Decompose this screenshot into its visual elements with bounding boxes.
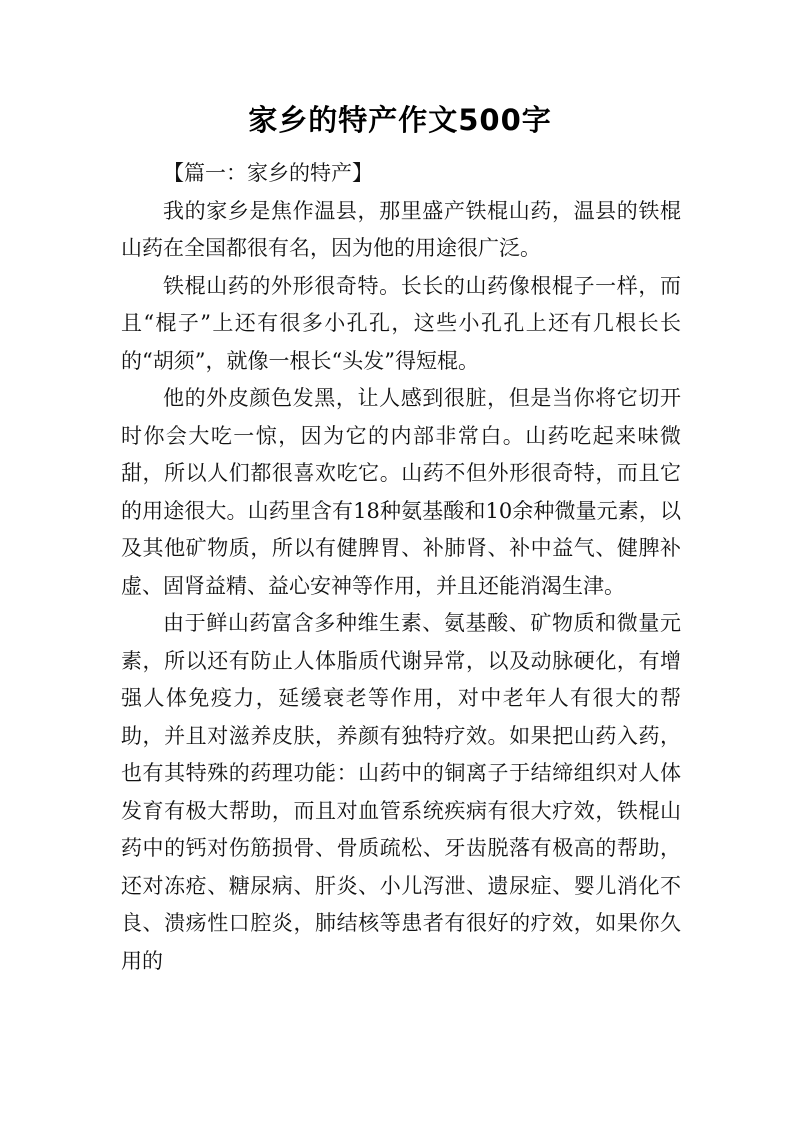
document-body [121, 155, 681, 980]
document-title: 家乡的特产作文500字 [248, 103, 552, 137]
paragraph-1: 我的家乡是焦作温县，那里盛产铁棍山药，温县的铁棍山药在全国都很有名，因为他的用途很广泛。 [121, 198, 681, 260]
paragraph-3: 他的外皮颜色发黑，让人感到很脏，但是当你将它切开时你会大吃一惊，因为它的内部非常白。山药吃起来味微甜，所以人们都很喜欢吃它。山药不但外形很奇特，而且它的用途很大。山药里含有18种氨基酸和10余种微量元素，以及其他矿物质，所以有健脾胃、补肺肾、补中益气、健脾补虚、固肾益精、益心安神等作用，并且还能消渴生津。 [121, 386, 681, 598]
paragraph-4: 由于鲜山药富含多种维生素、氨基酸、矿物质和微量元素，所以还有防止人体脂质代谢异常，以及动脉硬化，有增强人体免疫力，延缓衰老等作用，对中老年人有很大的帮助，并且对滋养皮肤，养颜有独特疗效。如果把山药入药，也有其特殊的药理功能：山药中的铜离子于结缔组织对人体发育有极大帮助，而且对血管系统疾病有很大疗效，铁棍山药中的钙对伤筋损骨、骨质疏松、牙齿脱落有极高的帮助，还对冻疮、糖尿病、肝炎、小儿泻泄、遗尿症、婴儿消化不良、溃疡性口腔炎，肺结核等患者有很好的疗效，如果你久用的 [121, 611, 681, 973]
paragraph-2: 铁棍山药的外形很奇特。长长的山药像根棍子一样，而且“棍子”上还有很多小孔孔，这些小孔孔上还有几根长长的“胡须”，就像一根长“头发”得短棍。 [121, 273, 681, 373]
section-heading: 【篇一：家乡的特产】 [163, 161, 373, 185]
